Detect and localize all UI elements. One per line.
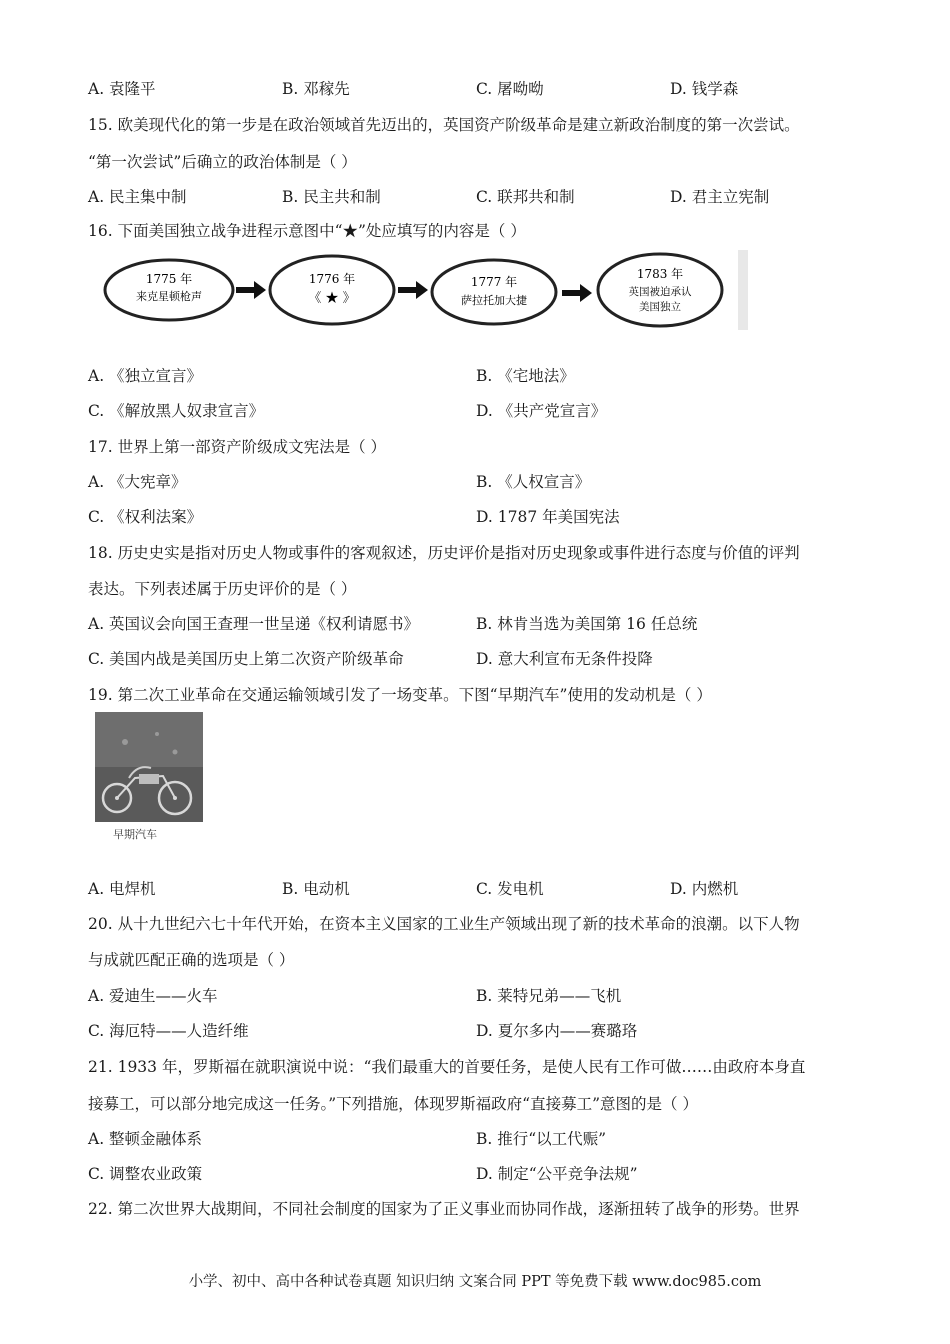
flow-node-1777-text: 萨拉托加大捷 — [461, 294, 527, 307]
flow-node-1775-text: 来克星顿枪声 — [136, 290, 202, 303]
q18-option-b: B. 林肯当选为美国第 16 任总统 — [476, 615, 698, 633]
early-car-caption: 早期汽车 — [113, 828, 157, 841]
flow-node-1776-year: 1776 年 — [308, 272, 356, 286]
q21-stem-line-2: 接募工，可以部分地完成这一任务。”下列措施，体现罗斯福政府“直接募工”意图的是（ ） — [88, 1095, 698, 1113]
q22-stem-line-1: 22. 第二次世界大战期间，不同社会制度的国家为了正义事业而协同作战，逐渐扭转了战争的形势。世界 — [88, 1200, 800, 1218]
flow-node-1783-text-2: 美国独立 — [639, 301, 681, 313]
q17-option-b: B. 《人权宣言》 — [476, 473, 591, 491]
early-car-photo — [95, 712, 205, 844]
flow-arrow-icon — [236, 281, 266, 299]
q19-option-d: D. 内燃机 — [670, 880, 739, 898]
q21-option-d: D. 制定“公平竞争法规” — [476, 1165, 638, 1183]
flow-node-1777-year: 1777 年 — [470, 275, 518, 289]
q20-option-b: B. 莱特兄弟——飞机 — [476, 987, 622, 1005]
flow-arrow-icon — [398, 281, 428, 299]
flow-node-1777 — [432, 260, 556, 324]
q15-stem-line-1: 15. 欧美现代化的第一步是在政治领域首先迈出的，英国资产阶级革命是建立新政治制度的第一次尝试。 — [88, 116, 800, 134]
flow-node-1783-year: 1783 年 — [636, 267, 684, 281]
q18-stem-line-2: 表达。下列表述属于历史评价的是（ ） — [88, 580, 357, 598]
q14-option-d: D. 钱学森 — [670, 80, 739, 98]
flow-node-1775-year: 1775 年 — [145, 272, 193, 286]
q20-option-c: C. 海厄特——人造纤维 — [88, 1022, 249, 1040]
q16-stem: 16. 下面美国独立战争进程示意图中“★”处应填写的内容是（ ） — [88, 222, 526, 240]
flow-node-1775 — [105, 260, 233, 320]
q21-option-a: A. 整顿金融体系 — [88, 1130, 203, 1148]
q19-option-b: B. 电动机 — [282, 880, 350, 898]
q20-option-a: A. 爱迪生——火车 — [88, 987, 218, 1005]
flow-arrow-icon — [562, 284, 592, 302]
q18-option-c: C. 美国内战是美国历史上第二次资产阶级革命 — [88, 650, 404, 668]
q16-option-b: B. 《宅地法》 — [476, 367, 575, 385]
q18-option-a: A. 英国议会向国王查理一世呈递《权利请愿书》 — [88, 615, 420, 633]
q16-option-d: D. 《共产党宣言》 — [476, 402, 607, 420]
q20-option-d: D. 夏尔多内——赛璐珞 — [476, 1022, 638, 1040]
q15-option-d: D. 君主立宪制 — [670, 188, 770, 206]
q19-stem: 19. 第二次工业革命在交通运输领域引发了一场变革。下图“早期汽车”使用的发动机是（ ） — [88, 686, 712, 704]
q20-stem-line-1: 20. 从十九世纪六七十年代开始，在资本主义国家的工业生产领域出现了新的技术革命的浪潮。以下人物 — [88, 915, 800, 933]
q19-option-c: C. 发电机 — [476, 880, 544, 898]
q15-stem-line-2: “第一次尝试”后确立的政治体制是（ ） — [88, 153, 357, 171]
q17-stem: 17. 世界上第一部资产阶级成文宪法是（ ） — [88, 438, 387, 456]
q15-option-b: B. 民主共和制 — [282, 188, 381, 206]
q19-option-a: A. 电焊机 — [88, 880, 156, 898]
q15-option-c: C. 联邦共和制 — [476, 188, 575, 206]
q20-stem-line-2: 与成就匹配正确的选项是（ ） — [88, 951, 295, 969]
flow-node-1783-text: 英国被迫承认 — [628, 286, 692, 298]
flow-node-1776-text: 《 ★ 》 — [308, 291, 356, 306]
q17-option-d: D. 1787 年美国宪法 — [476, 508, 620, 526]
q21-option-c: C. 调整农业政策 — [88, 1165, 203, 1183]
q14-option-b: B. 邓稼先 — [282, 80, 350, 98]
q14-option-c: C. 屠呦呦 — [476, 80, 544, 98]
q16-option-c: C. 《解放黑人奴隶宣言》 — [88, 402, 265, 420]
q21-option-b: B. 推行“以工代赈” — [476, 1130, 607, 1148]
q18-option-d: D. 意大利宣布无条件投降 — [476, 650, 653, 668]
q15-option-a: A. 民主集中制 — [88, 188, 187, 206]
q17-option-a: A. 《大宪章》 — [88, 473, 187, 491]
q18-stem-line-1: 18. 历史史实是指对历史人物或事件的客观叙述，历史评价是指对历史现象或事件进行态度与价值的评判 — [88, 544, 800, 562]
page-footer: 小学、初中、高中各种试卷真题 知识归纳 文案合同 PPT 等免费下载 www.doc985.com — [188, 1274, 762, 1290]
q16-option-a: A. 《独立宣言》 — [88, 367, 203, 385]
flow-node-1776 — [270, 256, 394, 324]
q21-stem-line-1: 21. 1933 年，罗斯福在就职演说中说：“我们最重大的首要任务，是使人民有工作可做……由政府本身直 — [88, 1058, 806, 1076]
flow-node-1783 — [598, 254, 722, 326]
scan-edge — [738, 250, 748, 330]
q17-option-c: C. 《权利法案》 — [88, 508, 203, 526]
q14-option-a: A. 袁隆平 — [88, 80, 156, 98]
independence-war-flow-diagram — [102, 250, 750, 332]
